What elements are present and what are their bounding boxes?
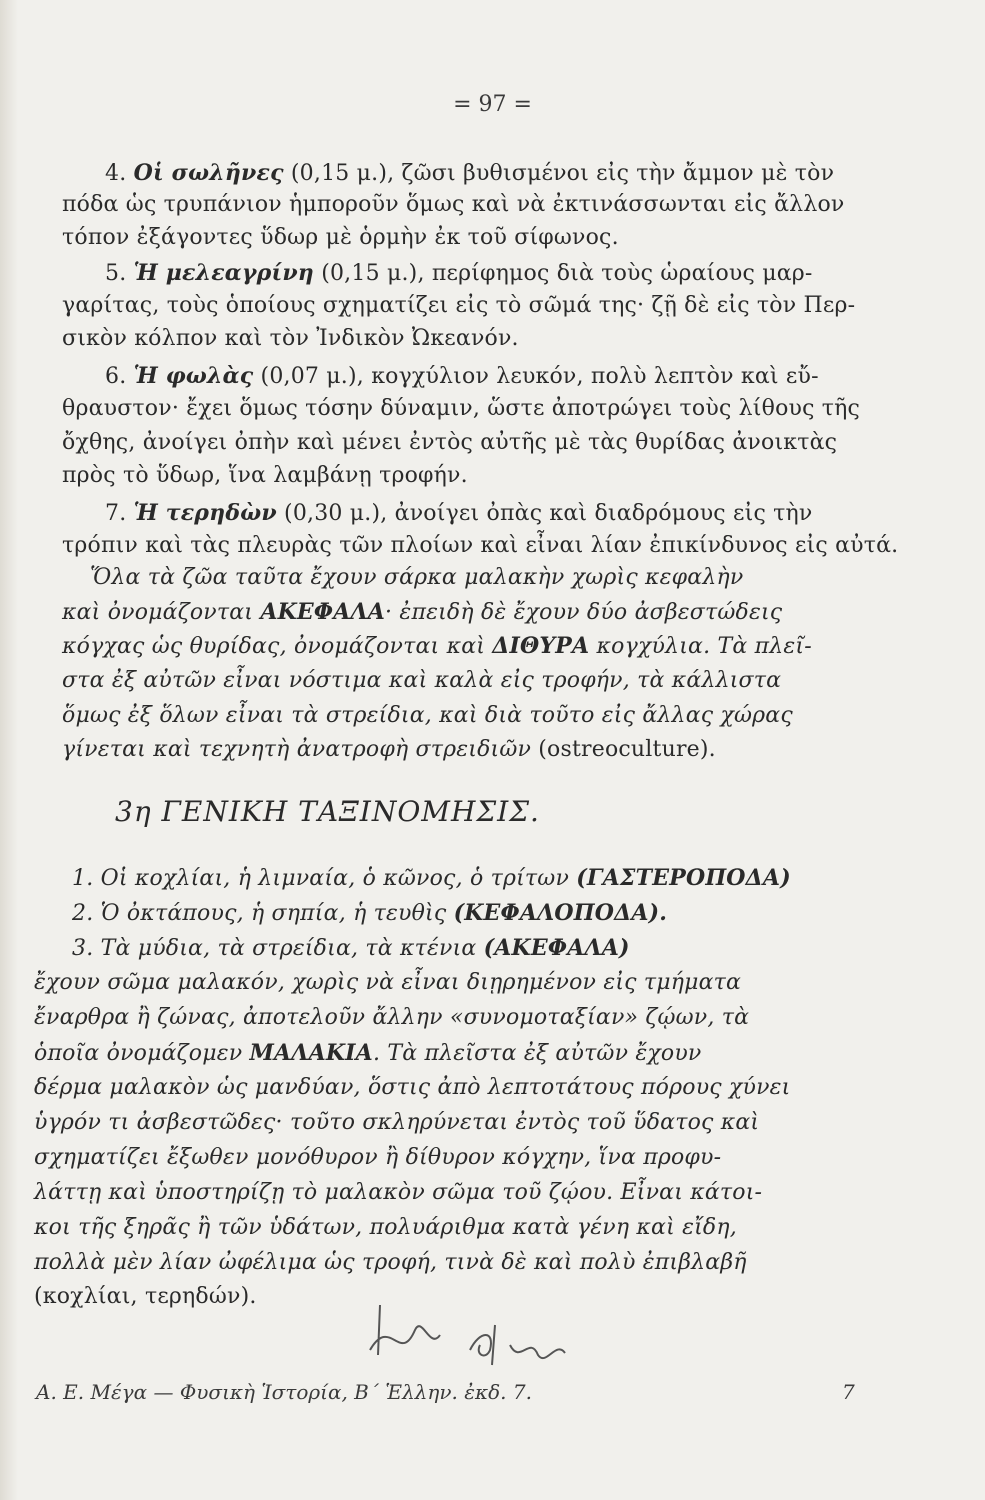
text-line: πολλὰ μὲν λίαν ὠφέλιμα ὡς τροφή, τινὰ δὲ καὶ πολὺ ἐπιβλαβῆ (34, 1250, 747, 1275)
text-line: τόπον ἐξάγοντες ὕδωρ μὲ ὁρμὴν ἐκ τοῦ σίφωνος. (62, 225, 619, 250)
item-name: Ἡ φωλὰς (133, 363, 254, 389)
summary-line: ὅμως ἐξ ὅλων εἶναι τὰ στρείδια, καὶ διὰ τοῦτο εἰς ἄλλας χώρας (62, 703, 793, 728)
summary-line (62, 599, 782, 626)
item-6-line (105, 363, 819, 390)
summary-text: κόγχας ὡς θυρίδας, ὀνομάζονται καὶ (62, 634, 493, 659)
kefalopoda-term: (ΚΕΦΑΛΟΠΟΔΑ). (453, 900, 668, 926)
footer-signature-number: 7 (842, 1380, 855, 1404)
item-number: 5. (105, 261, 127, 286)
text-line: πόδα ὡς τρυπάνιον ἡμποροῦν ὅμως καὶ νὰ ἐκτινάσσωνται εἰς ἄλλον (62, 192, 845, 217)
dithyra-term: ΔΙΘΥΡΑ (492, 633, 590, 659)
text-line: ἔναρθρα ἢ ζώνας, ἀποτελοῦν ἄλλην «συνομοταξίαν» ζῴων, τὰ (34, 1005, 750, 1030)
class-item-2 (72, 900, 667, 927)
class-item-1 (72, 865, 791, 892)
item-text: Ὁ ὀκτάπους, ἡ σηπία, ἡ τευθὶς (100, 901, 454, 926)
text-line: λάττῃ καὶ ὑποστηρίζῃ τὸ μαλακὸν σῶμα τοῦ ζῴου. Εἶναι κάτοι- (34, 1180, 763, 1205)
item-text: κογχύλιον λευκόν, πολὺ λεπτὸν καὶ εὔ- (371, 364, 819, 389)
item-text: Τὰ μύδια, τὰ στρείδια, τὰ κτένια (100, 936, 484, 961)
akefala-term: ΑΚΕΦΑΛΑ (260, 599, 386, 625)
malakia-term: ΜΑΛΑΚΙΑ (249, 1040, 373, 1066)
item-measure: (0,15 μ.), (290, 161, 395, 186)
text-line: σικὸν κόλπον καὶ τὸν Ἰνδικὸν Ὠκεανόν. (62, 326, 519, 351)
summary-text: κογχύλια. Τὰ πλεῖ- (589, 634, 812, 659)
handwritten-signature (360, 1295, 590, 1375)
item-name: Ἡ τερηδὼν (133, 500, 277, 526)
summary-text: γίνεται καὶ τεχνητὴ ἀνατροφὴ στρειδιῶν (62, 737, 539, 762)
summary-text: · ἐπειδὴ δὲ ἔχουν δύο ἀσβεστώδεις (385, 600, 783, 625)
page-binding-shadow (0, 0, 18, 1500)
item-number: 7. (105, 501, 127, 526)
text-line: θραυστον· ἔχει ὅμως τόσην δύναμιν, ὥστε ἀποτρώγει τοὺς λίθους τῆς (62, 396, 861, 421)
item-5-line (105, 260, 813, 287)
summary-text: καὶ ὀνομάζονται (62, 600, 261, 625)
footer-citation: Α. Ε. Μέγα — Φυσικὴ Ἱστορία, Β΄ Ἑλλην. ἐκδ. 7. (36, 1380, 532, 1404)
item-text: ζῶσι βυθισμένοι εἰς τὴν ἄμμον μὲ τὸν (401, 161, 835, 186)
item-number: 3. (72, 936, 94, 961)
item-measure: (0,07 μ.), (260, 364, 364, 389)
text-line: ἔχουν σῶμα μαλακόν, χωρὶς νὰ εἶναι διῃρημένον εἰς τμήματα (34, 970, 742, 995)
item-name: Ἡ μελεαγρίνη (133, 260, 314, 286)
item-number: 2. (72, 901, 94, 926)
item-name: Οἱ σωλῆνες (133, 160, 284, 186)
item-text: περίφημος διὰ τοὺς ὡραίους μαρ- (431, 261, 813, 286)
item-7-line (105, 500, 813, 527)
item-text: ἀνοίγει ὀπὰς καὶ διαδρόμους εἰς τὴν (394, 501, 813, 526)
item-number: 4. (105, 161, 127, 186)
item-number: 1. (72, 866, 94, 891)
text-line: τρόπιν καὶ τὰς πλευρὰς τῶν πλοίων καὶ εἶναι λίαν ἐπικίνδυνος εἰς αὐτά. (62, 533, 899, 558)
summary-line: Ὅλα τὰ ζῶα ταῦτα ἔχουν σάρκα μαλακὴν χωρὶς κεφαλὴν (90, 565, 744, 590)
item-number: 6. (105, 364, 127, 389)
text-line: γαρίτας, τοὺς ὁποίους σχηματίζει εἰς τὸ σῶμά της· ζῇ δὲ εἰς τὸν Περ- (62, 293, 856, 318)
section-heading: 3η ΓΕΝΙΚΗ ΤΑΞΙΝΟΜΗΣΙΣ. (115, 795, 540, 828)
akefala-group-term: (ΑΚΕΦΑΛΑ) (483, 935, 630, 961)
text-line: δέρμα μαλακὸν ὡς μανδύαν, ὅστις ἀπὸ λεπτοτάτους πόρους χύνει (34, 1075, 791, 1100)
text-line (34, 1040, 701, 1067)
item-measure: (0,30 μ.), (284, 501, 388, 526)
summary-line (62, 633, 812, 660)
item-text: Οἱ κοχλίαι, ἡ λιμναία, ὁ κῶνος, ὁ τρίτων (100, 866, 577, 891)
class-item-3 (72, 935, 630, 962)
text-line: πρὸς τὸ ὕδωρ, ἵνα λαμβάνῃ τροφήν. (62, 463, 468, 488)
text-line: (κοχλίαι, τερηδών). (34, 1284, 257, 1309)
text-line: ὄχθης, ἀνοίγει ὀπὴν καὶ μένει ἐντὸς αὐτῆς μὲ τὰς θυρίδας ἀνοικτὰς (62, 430, 838, 455)
text-line: σχηματίζει ἔξωθεν μονόθυρον ἢ δίθυρον κόγχην, ἵνα προφυ- (34, 1145, 722, 1170)
item-measure: (0,15 μ.), (321, 261, 425, 286)
text-fragment: ὁποῖα ὀνομάζομεν (34, 1041, 250, 1066)
item-4-line (105, 160, 834, 187)
text-line: κοι τῆς ξηρᾶς ἢ τῶν ὑδάτων, πολυάριθμα κατὰ γένη καὶ εἴδη, (34, 1215, 737, 1240)
text-fragment: . Τὰ πλεῖστα ἐξ αὐτῶν ἔχουν (372, 1041, 702, 1066)
text-line: ὑγρόν τι ἀσβεστῶδες· τοῦτο σκληρύνεται ἐντὸς τοῦ ὕδατος καὶ (34, 1110, 760, 1135)
gasteropoda-term: (ΓΑΣΤΕΡΟΠΟΔΑ) (576, 865, 791, 891)
latin-term: (ostreoculture). (538, 737, 716, 762)
page-number: = 97 = (453, 92, 532, 117)
summary-line (62, 737, 716, 763)
summary-line: στα ἐξ αὐτῶν εἶναι νόστιμα καὶ καλὰ εἰς τροφήν, τὰ κάλλιστα (62, 668, 782, 693)
